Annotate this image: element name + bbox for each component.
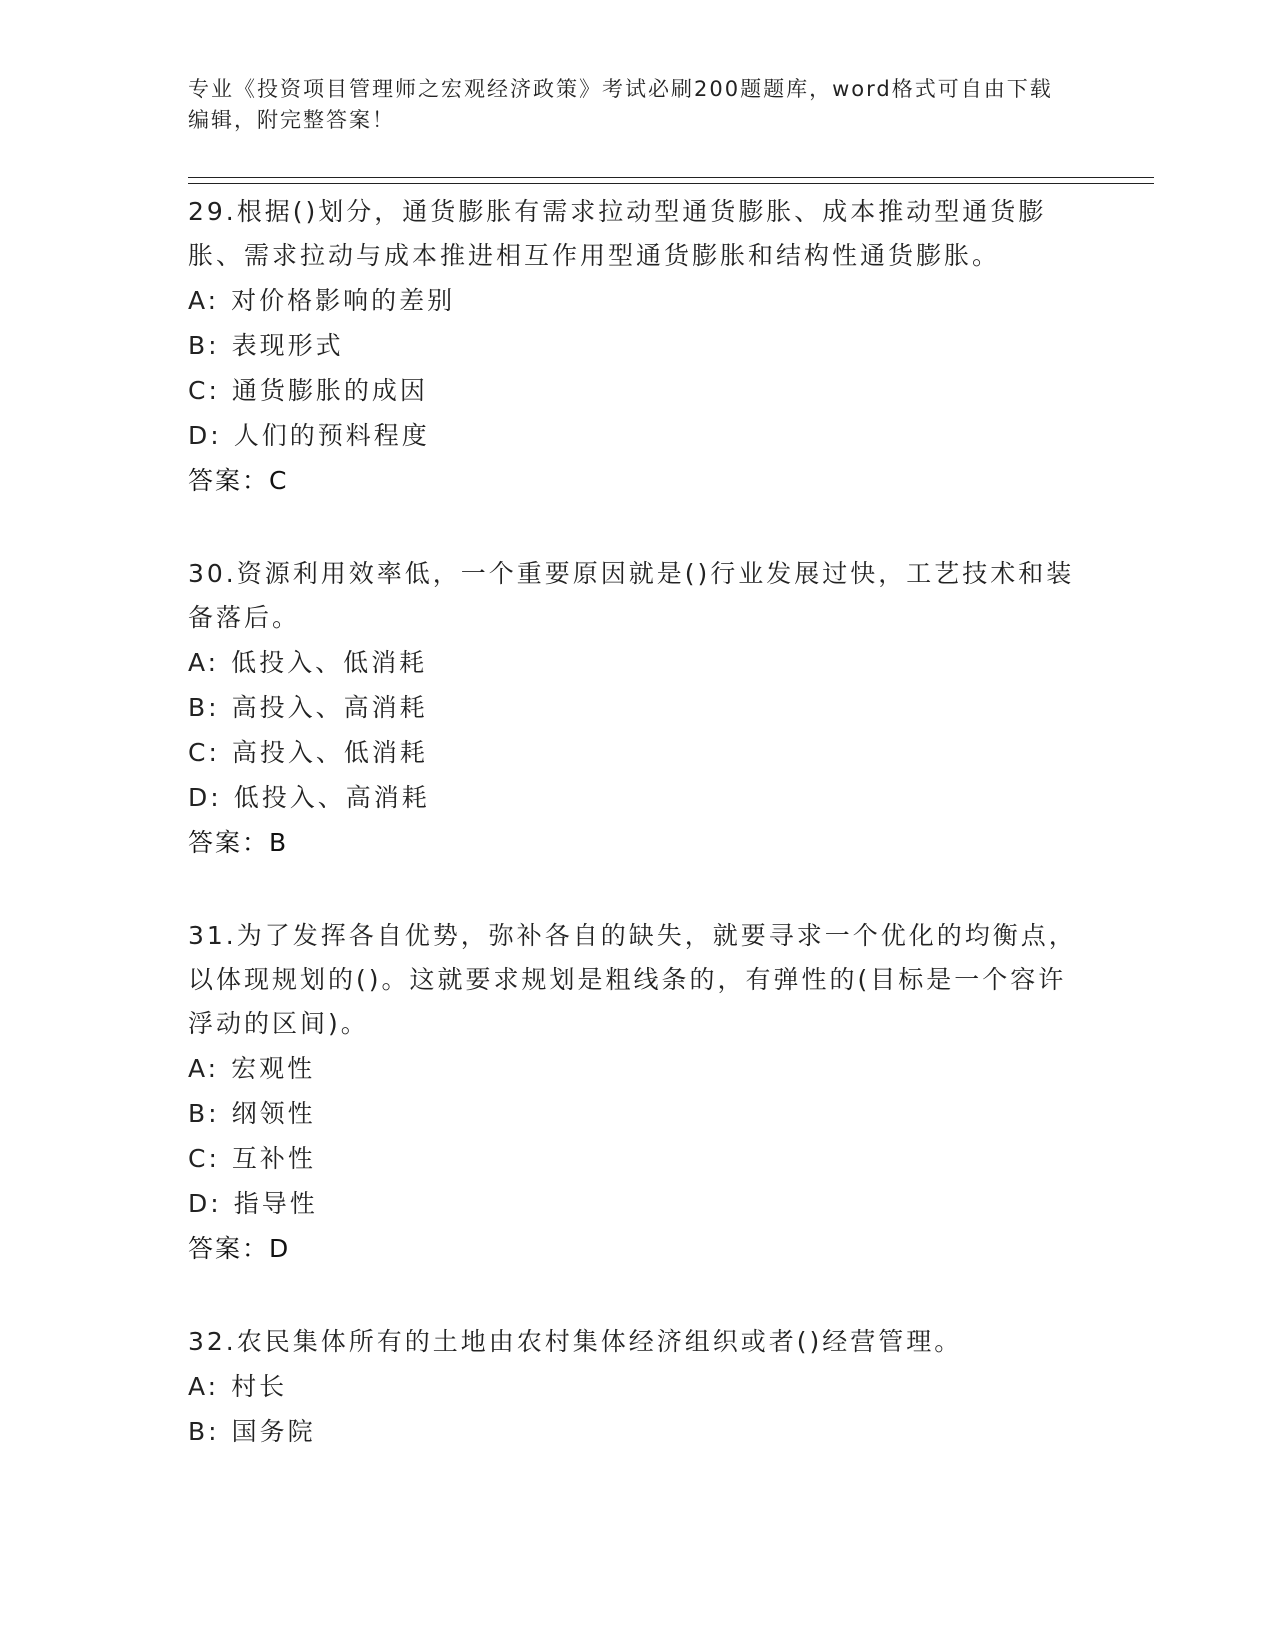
option-c	[188, 368, 1088, 413]
answer-line: 答案：B	[188, 828, 289, 857]
option-a	[188, 1046, 1088, 1091]
header-divider-top	[188, 177, 1154, 178]
option-text: 表现形式	[231, 331, 344, 360]
option-text: 纲领性	[231, 1099, 316, 1128]
option-letter: D:	[188, 783, 222, 812]
option-letter: B:	[188, 693, 220, 722]
option-letter: C:	[188, 1144, 220, 1173]
option-d	[188, 1181, 1088, 1226]
question-31	[188, 914, 1088, 1272]
option-text: 宏观性	[231, 1054, 316, 1083]
option-letter: C:	[188, 738, 220, 767]
header-divider-bottom	[188, 183, 1154, 184]
option-text: 低投入、低消耗	[231, 648, 428, 677]
option-d	[188, 413, 1088, 458]
option-letter: C:	[188, 376, 220, 405]
option-c	[188, 730, 1088, 775]
option-text: 人们的预料程度	[233, 421, 430, 450]
option-letter: D:	[188, 421, 222, 450]
header-text: 专业《投资项目管理师之宏观经济政策》考试必刷200题题库，word格式可自由下载编辑，附完整答案！	[188, 77, 1053, 132]
question-29	[188, 190, 1088, 504]
option-letter: A:	[188, 1372, 220, 1401]
question-list	[188, 190, 1088, 1502]
question-stem: 31.为了发挥各自优势，弥补各自的缺失，就要寻求一个优化的均衡点，以体现规划的()。这就要求规划是粗线条的，有弹性的(目标是一个容许浮动的区间)。	[188, 921, 1077, 1038]
option-letter: D:	[188, 1189, 222, 1218]
option-a	[188, 640, 1088, 685]
question-stem: 30.资源利用效率低，一个重要原因就是()行业发展过快，工艺技术和装备落后。	[188, 559, 1075, 632]
option-b	[188, 685, 1088, 730]
option-letter: B:	[188, 1417, 220, 1446]
option-text: 高投入、低消耗	[231, 738, 428, 767]
question-stem: 29.根据()划分，通货膨胀有需求拉动型通货膨胀、成本推动型通货膨胀、需求拉动与成本推进相互作用型通货膨胀和结构性通货膨胀。	[188, 197, 1047, 270]
option-letter: B:	[188, 1099, 220, 1128]
option-text: 互补性	[231, 1144, 316, 1173]
question-stem: 32.农民集体所有的土地由农村集体经济组织或者()经营管理。	[188, 1327, 963, 1356]
option-b	[188, 1409, 1088, 1454]
answer-line: 答案：D	[188, 1234, 291, 1263]
option-a	[188, 1364, 1088, 1409]
option-text: 低投入、高消耗	[233, 783, 430, 812]
option-b	[188, 1091, 1088, 1136]
option-letter: A:	[188, 1054, 220, 1083]
option-text: 通货膨胀的成因	[231, 376, 428, 405]
answer-line: 答案：C	[188, 466, 289, 495]
option-text: 村长	[231, 1372, 288, 1401]
document-header	[188, 74, 1068, 136]
option-c	[188, 1136, 1088, 1181]
option-d	[188, 775, 1088, 820]
option-letter: A:	[188, 648, 220, 677]
question-32	[188, 1320, 1088, 1454]
option-text: 高投入、高消耗	[231, 693, 428, 722]
question-30	[188, 552, 1088, 866]
option-text: 国务院	[231, 1417, 316, 1446]
option-letter: B:	[188, 331, 220, 360]
option-b	[188, 323, 1088, 368]
option-a	[188, 278, 1088, 323]
option-text: 指导性	[233, 1189, 318, 1218]
option-text: 对价格影响的差别	[231, 286, 456, 315]
option-letter: A:	[188, 286, 220, 315]
